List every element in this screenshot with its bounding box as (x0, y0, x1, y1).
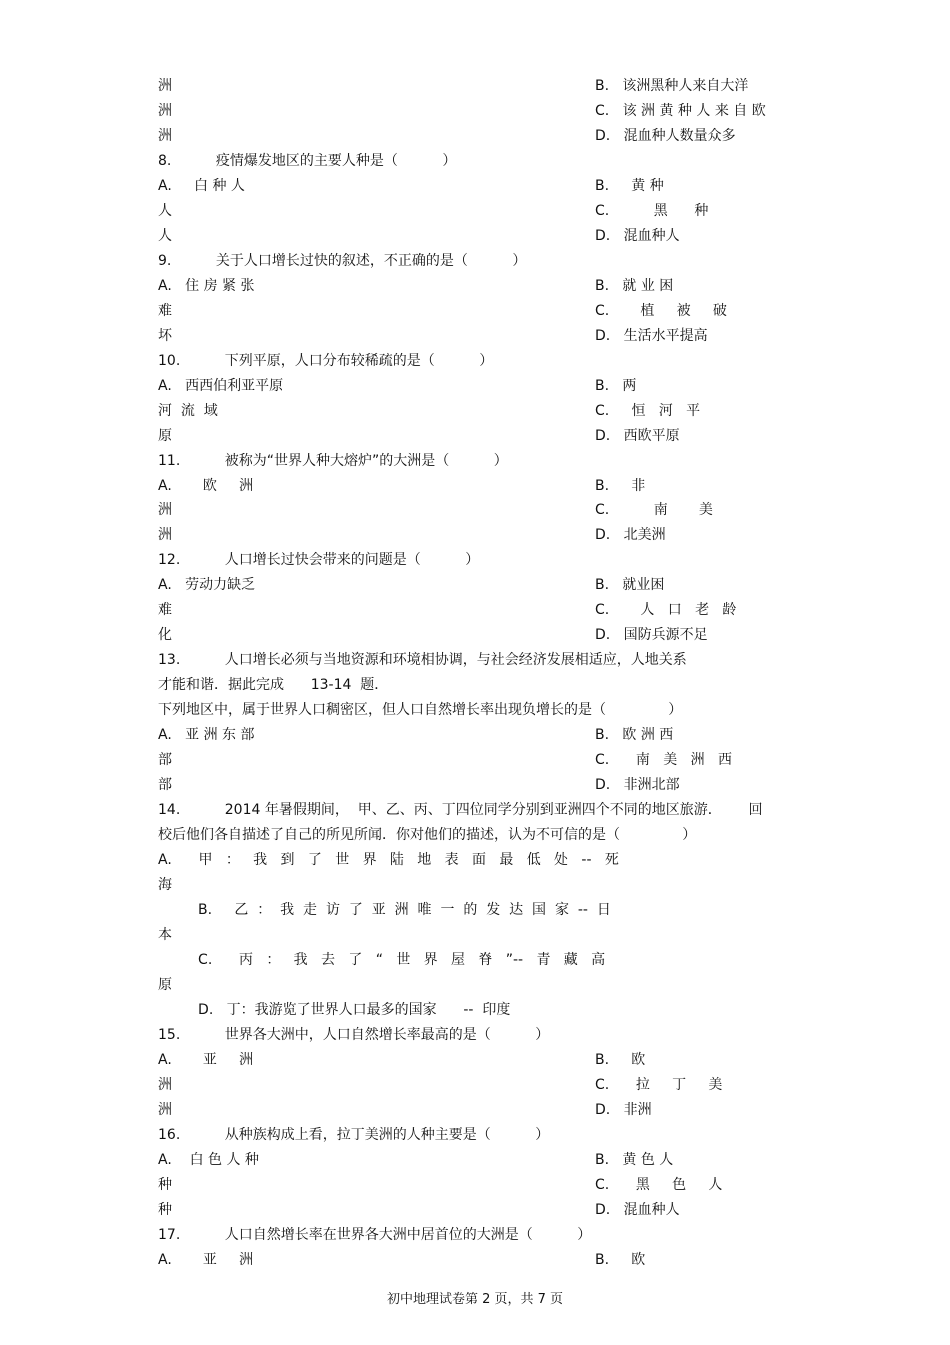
text-line: 原 (158, 427, 172, 444)
text-line: 10. 下列平原，人口分布较稀疏的是（ ） (158, 352, 494, 369)
text-line: A. 亚 洲 (158, 1051, 254, 1068)
text-line: 洲 (158, 502, 172, 519)
text-line: 13. 人口增长必须与当地资源和环境相协调，与社会经济发展相适应，人地关系 (158, 652, 687, 669)
text-line: 河 流 域 (158, 402, 218, 419)
text-line: 坏 (158, 327, 172, 344)
option-line: B. 就业困 (595, 577, 665, 594)
text-line: B. 乙 ： 我 走 访 了 亚 洲 唯 一 的 发 达 国 家 -- 日 (158, 902, 611, 918)
text-line: A. 欧 洲 (158, 477, 254, 494)
option-line: C. 植 被 破 (595, 302, 727, 319)
page-footer: 初中地理试卷第 2 页，共 7 页 (386, 1292, 564, 1307)
option-line: C. 黑 种 (595, 202, 709, 219)
option-line: B. 黄 种 (595, 177, 664, 194)
option-line: D. 非洲 (595, 1101, 652, 1118)
text-line: C. 丙 ： 我 去 了 “ 世 界 屋 脊 ”-- 青 藏 高 (158, 951, 606, 968)
text-line: A. 劳动力缺乏 (158, 577, 256, 594)
text-line: 14. 2014 年暑假期间， 甲、乙、丙、丁四位同学分别到亚洲四个不同的地区旅游． 回 (158, 802, 763, 819)
text-line: 洲 (158, 78, 172, 94)
text-line: 本 (158, 926, 172, 943)
text-line: D. 丁：我游览了世界人口最多的国家 -- 印度 (158, 1001, 511, 1018)
text-line: 洲 (158, 127, 172, 144)
option-line: B. 黄 色 人 (595, 1151, 674, 1168)
text-line: 11. 被称为“世界人种大熔炉”的大洲是（ ） (158, 452, 508, 469)
text-line: 难 (158, 302, 172, 319)
text-line: 难 (158, 602, 172, 619)
text-line: 化 (158, 627, 172, 644)
option-line: C. 恒 河 平 (595, 402, 701, 419)
option-line: C. 南 美 (595, 502, 713, 519)
option-line: B. 欧 洲 西 (595, 727, 674, 744)
text-line: 部 (158, 777, 172, 794)
text-line: 洲 (158, 102, 172, 119)
text-line: 种 (158, 1176, 172, 1193)
option-line: D. 生活水平提高 (595, 327, 708, 344)
option-line: D. 国防兵源不足 (595, 627, 708, 644)
text-line: 校后他们各自描述了自己的所见所闻．你对他们的描述，认为不可信的是（ ） (158, 827, 697, 844)
text-line: 8. 疫情爆发地区的主要人种是（ ） (158, 152, 457, 169)
option-line: B. 两 (595, 377, 637, 394)
text-line: 下列地区中，属于世界人口稠密区，但人口自然增长率出现负增长的是（ ） (158, 702, 683, 719)
option-line: B. 就 业 困 (595, 277, 674, 294)
option-line: C. 南 美 洲 西 (595, 752, 732, 769)
text-line: A. 亚 洲 东 部 (158, 727, 255, 744)
option-line: C. 该 洲 黄 种 人 来 自 欧 (595, 102, 766, 119)
text-line: 洲 (158, 527, 172, 544)
text-line: A. 白 种 人 (158, 177, 245, 194)
option-line: B. 欧 (595, 1051, 646, 1068)
text-line: 种 (158, 1201, 172, 1218)
text-line: 9. 关于人口增长过快的叙述，不正确的是（ ） (158, 252, 527, 269)
option-line: C. 黑 色 人 (595, 1176, 723, 1193)
text-line: 洲 (158, 1076, 172, 1093)
text-line: 人 (158, 227, 172, 244)
text-line: 海 (158, 877, 172, 894)
text-line: 人 (158, 202, 172, 219)
text-line: 才能和谐．据此完成 13-14 题． (158, 677, 389, 694)
text-line: A. 住 房 紧 张 (158, 277, 255, 294)
text-line: A. 西西伯利亚平原 (158, 377, 284, 394)
text-line: 17. 人口自然增长率在世界各大洲中居首位的大洲是（ ） (158, 1226, 592, 1243)
text-line: A. 白 色 人 种 (158, 1151, 259, 1168)
text-line: 12. 人口增长过快会带来的问题是（ ） (158, 552, 480, 569)
option-line: D. 非洲北部 (595, 777, 680, 794)
text-line: 15. 世界各大洲中，人口自然增长率最高的是（ ） (158, 1026, 550, 1043)
text-line: 原 (158, 976, 172, 993)
text-line: 16. 从种族构成上看，拉丁美洲的人种主要是（ ） (158, 1126, 550, 1143)
option-line: D. 西欧平原 (595, 427, 680, 444)
option-line: D. 混血种人数量众多 (595, 127, 736, 144)
text-line: A. 亚 洲 (158, 1251, 254, 1268)
text-line: A. 甲 ： 我 到 了 世 界 陆 地 表 面 最 低 处 -- 死 (158, 852, 619, 869)
option-line: D. 混血种人 (595, 1201, 680, 1218)
option-line: B. 非 (595, 477, 646, 494)
text-line: 洲 (158, 1101, 172, 1118)
option-line: B. 该洲黑种人来自大洋 (595, 78, 749, 94)
option-line: C. 人 口 老 龄 (595, 602, 737, 619)
option-line: C. 拉 丁 美 (595, 1076, 723, 1093)
option-line: B. 欧 (595, 1251, 646, 1268)
text-line: 部 (158, 752, 172, 769)
option-line: D. 北美洲 (595, 527, 666, 544)
option-line: D. 混血种人 (595, 227, 680, 244)
